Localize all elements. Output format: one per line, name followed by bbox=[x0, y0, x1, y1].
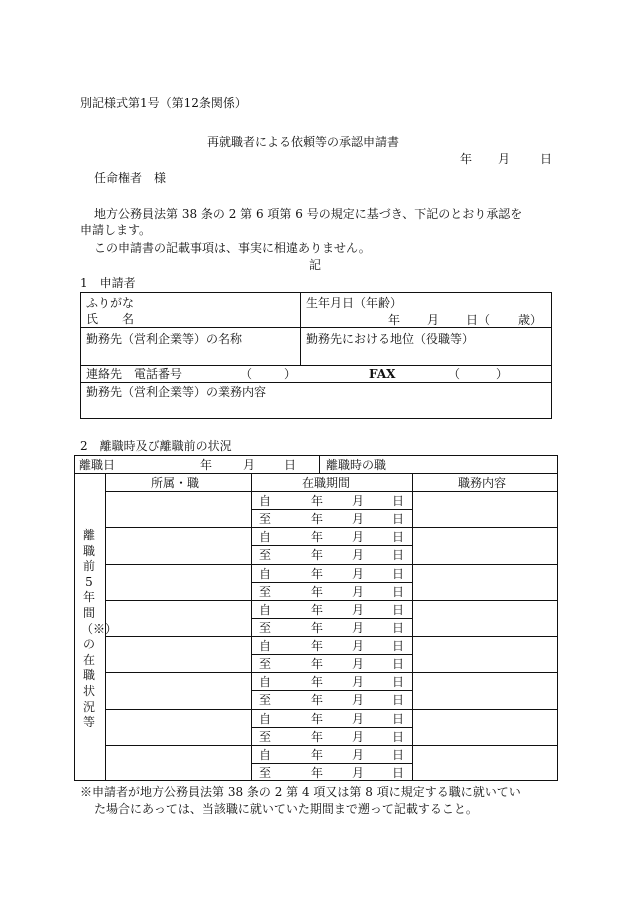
birthdate-label: 生年月日（年齢） bbox=[306, 296, 403, 310]
period-month-label: 月 bbox=[352, 548, 365, 563]
period-day-label: 日 bbox=[392, 693, 405, 708]
retire-date-label: 離職日 bbox=[79, 458, 116, 472]
footnote-line1: ※申請者が地方公務員法第 38 条の 2 第 4 項又は第 8 項に規定する職に就いてい bbox=[80, 785, 521, 799]
period-from-label: 自 bbox=[259, 494, 272, 508]
period-year-label: 年 bbox=[311, 675, 324, 690]
applicant-row-divider-2 bbox=[80, 365, 552, 366]
affiliation-col-divider bbox=[251, 473, 252, 781]
period-month-label: 月 bbox=[352, 765, 365, 780]
phone-open-paren: （ bbox=[240, 367, 253, 381]
period-split-divider bbox=[251, 509, 412, 510]
intro-paragraph-line1: 地方公務員法第 38 条の 2 第 6 項第 6 号の規定に基づき、下記のとおり承認を bbox=[94, 207, 523, 221]
period-from-label: 自 bbox=[259, 530, 272, 545]
period-year-label: 年 bbox=[311, 747, 324, 762]
history-row-divider bbox=[105, 745, 558, 746]
period-year-label: 年 bbox=[311, 530, 324, 545]
period-year-label: 年 bbox=[311, 693, 324, 708]
period-from-label: 自 bbox=[259, 566, 272, 581]
period-month-label: 月 bbox=[352, 675, 365, 690]
period-month-label: 月 bbox=[352, 747, 365, 762]
document-title: 再就職者による依頼等の承認申請書 bbox=[207, 135, 400, 149]
period-year-label: 年 bbox=[311, 566, 324, 581]
history-row-divider bbox=[105, 600, 558, 601]
period-from-label: 自 bbox=[259, 711, 272, 726]
ki-label: 記 bbox=[309, 258, 322, 272]
period-year-label: 年 bbox=[311, 584, 324, 599]
period-day-label: 日 bbox=[392, 729, 405, 744]
period-year-label: 年 bbox=[311, 729, 324, 744]
applicant-row-divider-3 bbox=[80, 382, 552, 383]
section2-heading: 2 離職時及び離職前の状況 bbox=[80, 439, 232, 453]
period-split-divider bbox=[251, 763, 412, 764]
period-from-label: 自 bbox=[259, 747, 272, 762]
period-to-label: 至 bbox=[259, 584, 272, 599]
period-col-divider bbox=[412, 473, 413, 781]
column-duties: 職務内容 bbox=[458, 476, 507, 490]
retire-month-label: 月 bbox=[243, 458, 256, 472]
intro-paragraph-line2: 申請します。 bbox=[80, 223, 152, 237]
contact-phone-label: 連絡先 電話番号 bbox=[86, 367, 183, 381]
applicant-table bbox=[80, 292, 552, 419]
business-label: 勤務先（営利企業等）の業務内容 bbox=[86, 385, 267, 399]
period-year-label: 年 bbox=[311, 711, 324, 726]
period-day-label: 日 bbox=[392, 765, 405, 780]
retire-day-label: 日 bbox=[284, 458, 297, 472]
fax-close-paren: ） bbox=[496, 367, 509, 381]
period-split-divider bbox=[251, 690, 412, 691]
column-header-divider bbox=[105, 491, 558, 492]
birth-day-label: 日（ bbox=[466, 313, 491, 327]
period-day-label: 日 bbox=[392, 584, 405, 599]
period-year-label: 年 bbox=[311, 512, 324, 527]
period-split-divider bbox=[251, 545, 412, 546]
period-to-label: 至 bbox=[259, 512, 272, 527]
fax-label: FAX bbox=[369, 367, 396, 381]
vertical-label: 離職前5年間（※）の在職状況等 bbox=[81, 528, 118, 730]
period-split-divider bbox=[251, 618, 412, 619]
birth-month-label: 月 bbox=[427, 313, 440, 327]
period-to-label: 至 bbox=[259, 693, 272, 708]
period-to-label: 至 bbox=[259, 657, 272, 672]
period-month-label: 月 bbox=[352, 566, 365, 581]
fax-open-paren: （ bbox=[448, 367, 461, 381]
date-year-label: 年 bbox=[460, 152, 473, 166]
period-day-label: 日 bbox=[392, 639, 405, 653]
period-day-label: 日 bbox=[392, 566, 405, 581]
period-month-label: 月 bbox=[352, 602, 365, 617]
period-year-label: 年 bbox=[311, 548, 324, 563]
history-row-divider bbox=[105, 672, 558, 673]
period-day-label: 日 bbox=[392, 512, 405, 527]
history-row-divider bbox=[105, 527, 558, 528]
period-from-label: 自 bbox=[259, 602, 272, 617]
period-split-divider bbox=[251, 582, 412, 583]
date-day-label: 日 bbox=[540, 152, 553, 166]
retire-year-label: 年 bbox=[200, 458, 213, 472]
applicant-col-divider bbox=[300, 292, 301, 365]
employer-position-label: 勤務先における地位（役職等） bbox=[306, 332, 475, 346]
section1-heading: 1 申請者 bbox=[80, 276, 136, 290]
period-day-label: 日 bbox=[392, 711, 405, 726]
period-day-label: 日 bbox=[392, 602, 405, 617]
footnote-line2: た場合にあっては、当該職に就いていた期間まで遡って記載すること。 bbox=[94, 802, 478, 816]
period-year-label: 年 bbox=[311, 765, 324, 780]
period-year-label: 年 bbox=[311, 602, 324, 617]
period-split-divider bbox=[251, 727, 412, 728]
age-label: 歳） bbox=[518, 313, 543, 327]
period-to-label: 至 bbox=[259, 729, 272, 744]
column-affiliation: 所属・職 bbox=[151, 476, 200, 490]
period-to-label: 至 bbox=[259, 548, 272, 563]
employer-name-label: 勤務先（営利企業等）の名称 bbox=[86, 332, 243, 346]
history-row-divider bbox=[105, 564, 558, 565]
period-split-divider bbox=[251, 654, 412, 655]
period-month-label: 月 bbox=[352, 657, 365, 672]
period-month-label: 月 bbox=[352, 584, 365, 599]
form-number: 別記様式第1号（第12条関係） bbox=[80, 96, 247, 110]
period-year-label: 年 bbox=[311, 657, 324, 672]
retire-row-divider bbox=[319, 455, 320, 473]
date-month-label: 月 bbox=[498, 152, 511, 166]
period-from-label: 自 bbox=[259, 675, 272, 690]
period-year-label: 年 bbox=[311, 639, 324, 653]
declaration: この申請書の記載事項は、事実に相違ありません。 bbox=[94, 241, 371, 255]
period-month-label: 月 bbox=[352, 512, 365, 527]
birth-year-label: 年 bbox=[388, 313, 401, 327]
period-month-label: 月 bbox=[352, 530, 365, 545]
period-day-label: 日 bbox=[392, 675, 405, 690]
period-year-label: 年 bbox=[311, 620, 324, 635]
period-month-label: 月 bbox=[352, 693, 365, 708]
phone-close-paren: ） bbox=[284, 367, 297, 381]
applicant-row-divider-1 bbox=[80, 327, 552, 328]
history-header-divider bbox=[74, 473, 558, 474]
period-day-label: 日 bbox=[392, 530, 405, 545]
period-month-label: 月 bbox=[352, 639, 365, 653]
period-day-label: 日 bbox=[392, 747, 405, 762]
period-from-label: 自 bbox=[259, 639, 272, 653]
history-row-divider bbox=[105, 636, 558, 637]
period-month-label: 月 bbox=[352, 620, 365, 635]
name-label: 氏 名 bbox=[86, 312, 135, 326]
period-month-label: 月 bbox=[352, 494, 365, 508]
period-to-label: 至 bbox=[259, 620, 272, 635]
period-to-label: 至 bbox=[259, 765, 272, 780]
period-month-label: 月 bbox=[352, 711, 365, 726]
retire-post-label: 離職時の職 bbox=[326, 458, 387, 472]
period-day-label: 日 bbox=[392, 657, 405, 672]
period-month-label: 月 bbox=[352, 729, 365, 744]
period-year-label: 年 bbox=[311, 494, 324, 508]
furigana-label: ふりがな bbox=[86, 296, 135, 310]
addressee: 任命権者 様 bbox=[94, 171, 167, 185]
period-day-label: 日 bbox=[392, 620, 405, 635]
history-row-divider bbox=[105, 709, 558, 710]
period-day-label: 日 bbox=[392, 494, 405, 508]
period-day-label: 日 bbox=[392, 548, 405, 563]
column-period: 在職期間 bbox=[302, 476, 351, 490]
